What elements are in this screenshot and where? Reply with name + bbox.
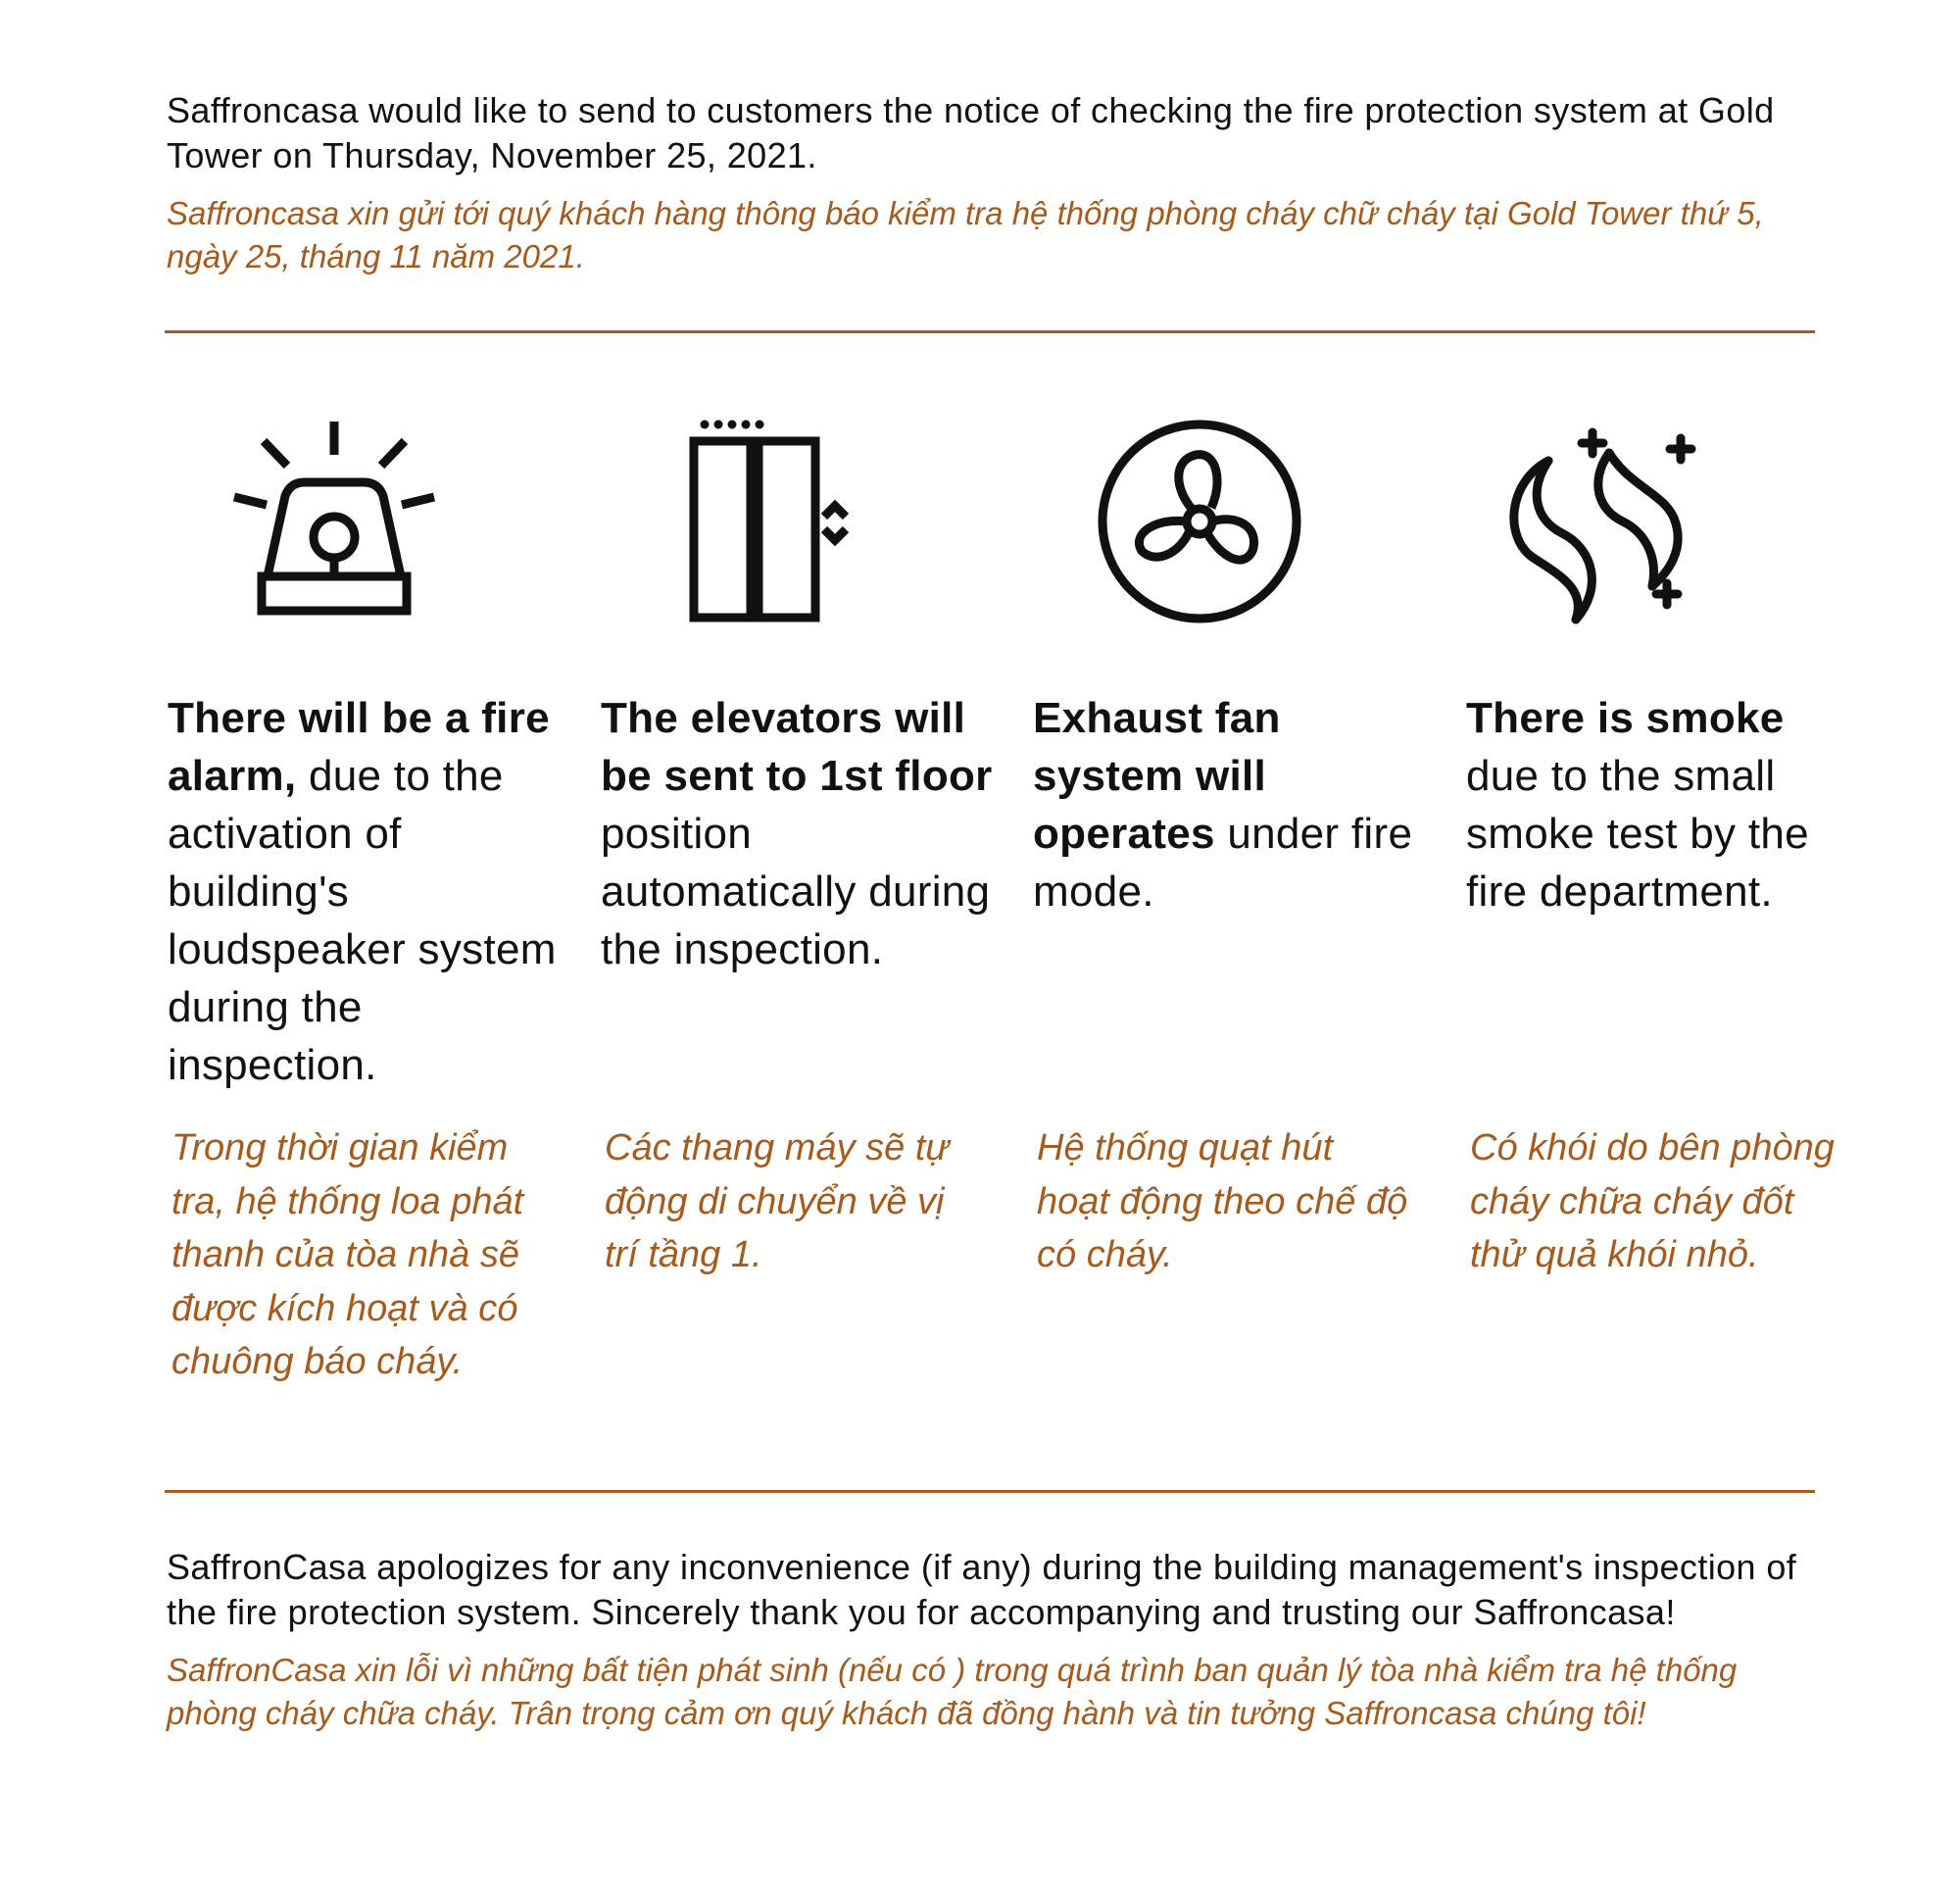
feature-heading-rest: under fire mode. <box>1033 810 1413 916</box>
feature-heading-bold: Exhaust fan system will operates <box>1033 694 1281 858</box>
intro-vietnamese-text: Saffroncasa xin gửi tới quý khách hàng thông báo kiểm tra hệ thống phòng cháy chữ cháy tại Gold Tower thứ 5, ngày 25, tháng 11 năm 2021. <box>167 195 1764 274</box>
feature-heading-rest: due to the small smoke test by the fire department. <box>1466 752 1809 916</box>
siren-icon <box>168 412 560 632</box>
feature-heading-rest: position automatically during the inspection. <box>601 810 991 973</box>
feature-heading-rest: due to the activation of building's loudspeaker system during the inspection. <box>168 752 557 1089</box>
outro-english-text: SaffronCasa apologizes for any inconvenience (if any) during the building management's inspection of the fire protection system. Sincerely thank you for accompanying and trusting our Saffroncasa! <box>167 1547 1797 1632</box>
feature-heading <box>168 689 560 1094</box>
feature-vietnamese-text: Hệ thống quạt hút hoạt động theo chế độ có cháy. <box>1037 1127 1408 1275</box>
outro-vietnamese-text: SaffronCasa xin lỗi vì những bất tiện phát sinh (nếu có ) trong quá trình ban quản lý tòa nhà kiểm tra hệ thống phòng cháy chữa cháy. Trân trọng cảm ơn quý khách đã đồng hành và tin tưởng Saffroncasa chúng tôi! <box>167 1652 1738 1731</box>
bottom-divider <box>165 1490 1815 1493</box>
feature-heading <box>1033 689 1425 920</box>
feature-vietnamese-text: Có khói do bên phòng cháy chữa cháy đốt thử quả khói nhỏ. <box>1470 1127 1835 1275</box>
feature-heading <box>601 689 993 978</box>
closing-note <box>167 1545 1833 1735</box>
features-grid <box>0 412 1960 1451</box>
feature-vietnamese-text: Trong thời gian kiểm tra, hệ thống loa phát thanh của tòa nhà sẽ được kích hoạt và có chuông báo cháy. <box>172 1127 524 1382</box>
feature-heading-bold: There is smoke <box>1466 694 1785 742</box>
feature-heading-bold: There will be a fire alarm, <box>168 694 550 800</box>
feature-vietnamese-text: Các thang máy sẽ tự động di chuyển về vị trí tầng 1. <box>605 1127 950 1275</box>
intro-notice <box>167 88 1833 278</box>
top-divider <box>165 330 1815 333</box>
elevator-icon <box>601 412 993 632</box>
exhaust-fan-icon <box>1033 412 1425 632</box>
intro-english-text: Saffroncasa would like to send to customers the notice of checking the fire protection system at Gold Tower on Thursday, November 25, 2021. <box>167 90 1775 175</box>
feature-heading <box>1466 689 1858 920</box>
smoke-icon <box>1466 412 1858 632</box>
feature-heading-bold: The elevators will be sent to 1st floor <box>601 694 993 800</box>
